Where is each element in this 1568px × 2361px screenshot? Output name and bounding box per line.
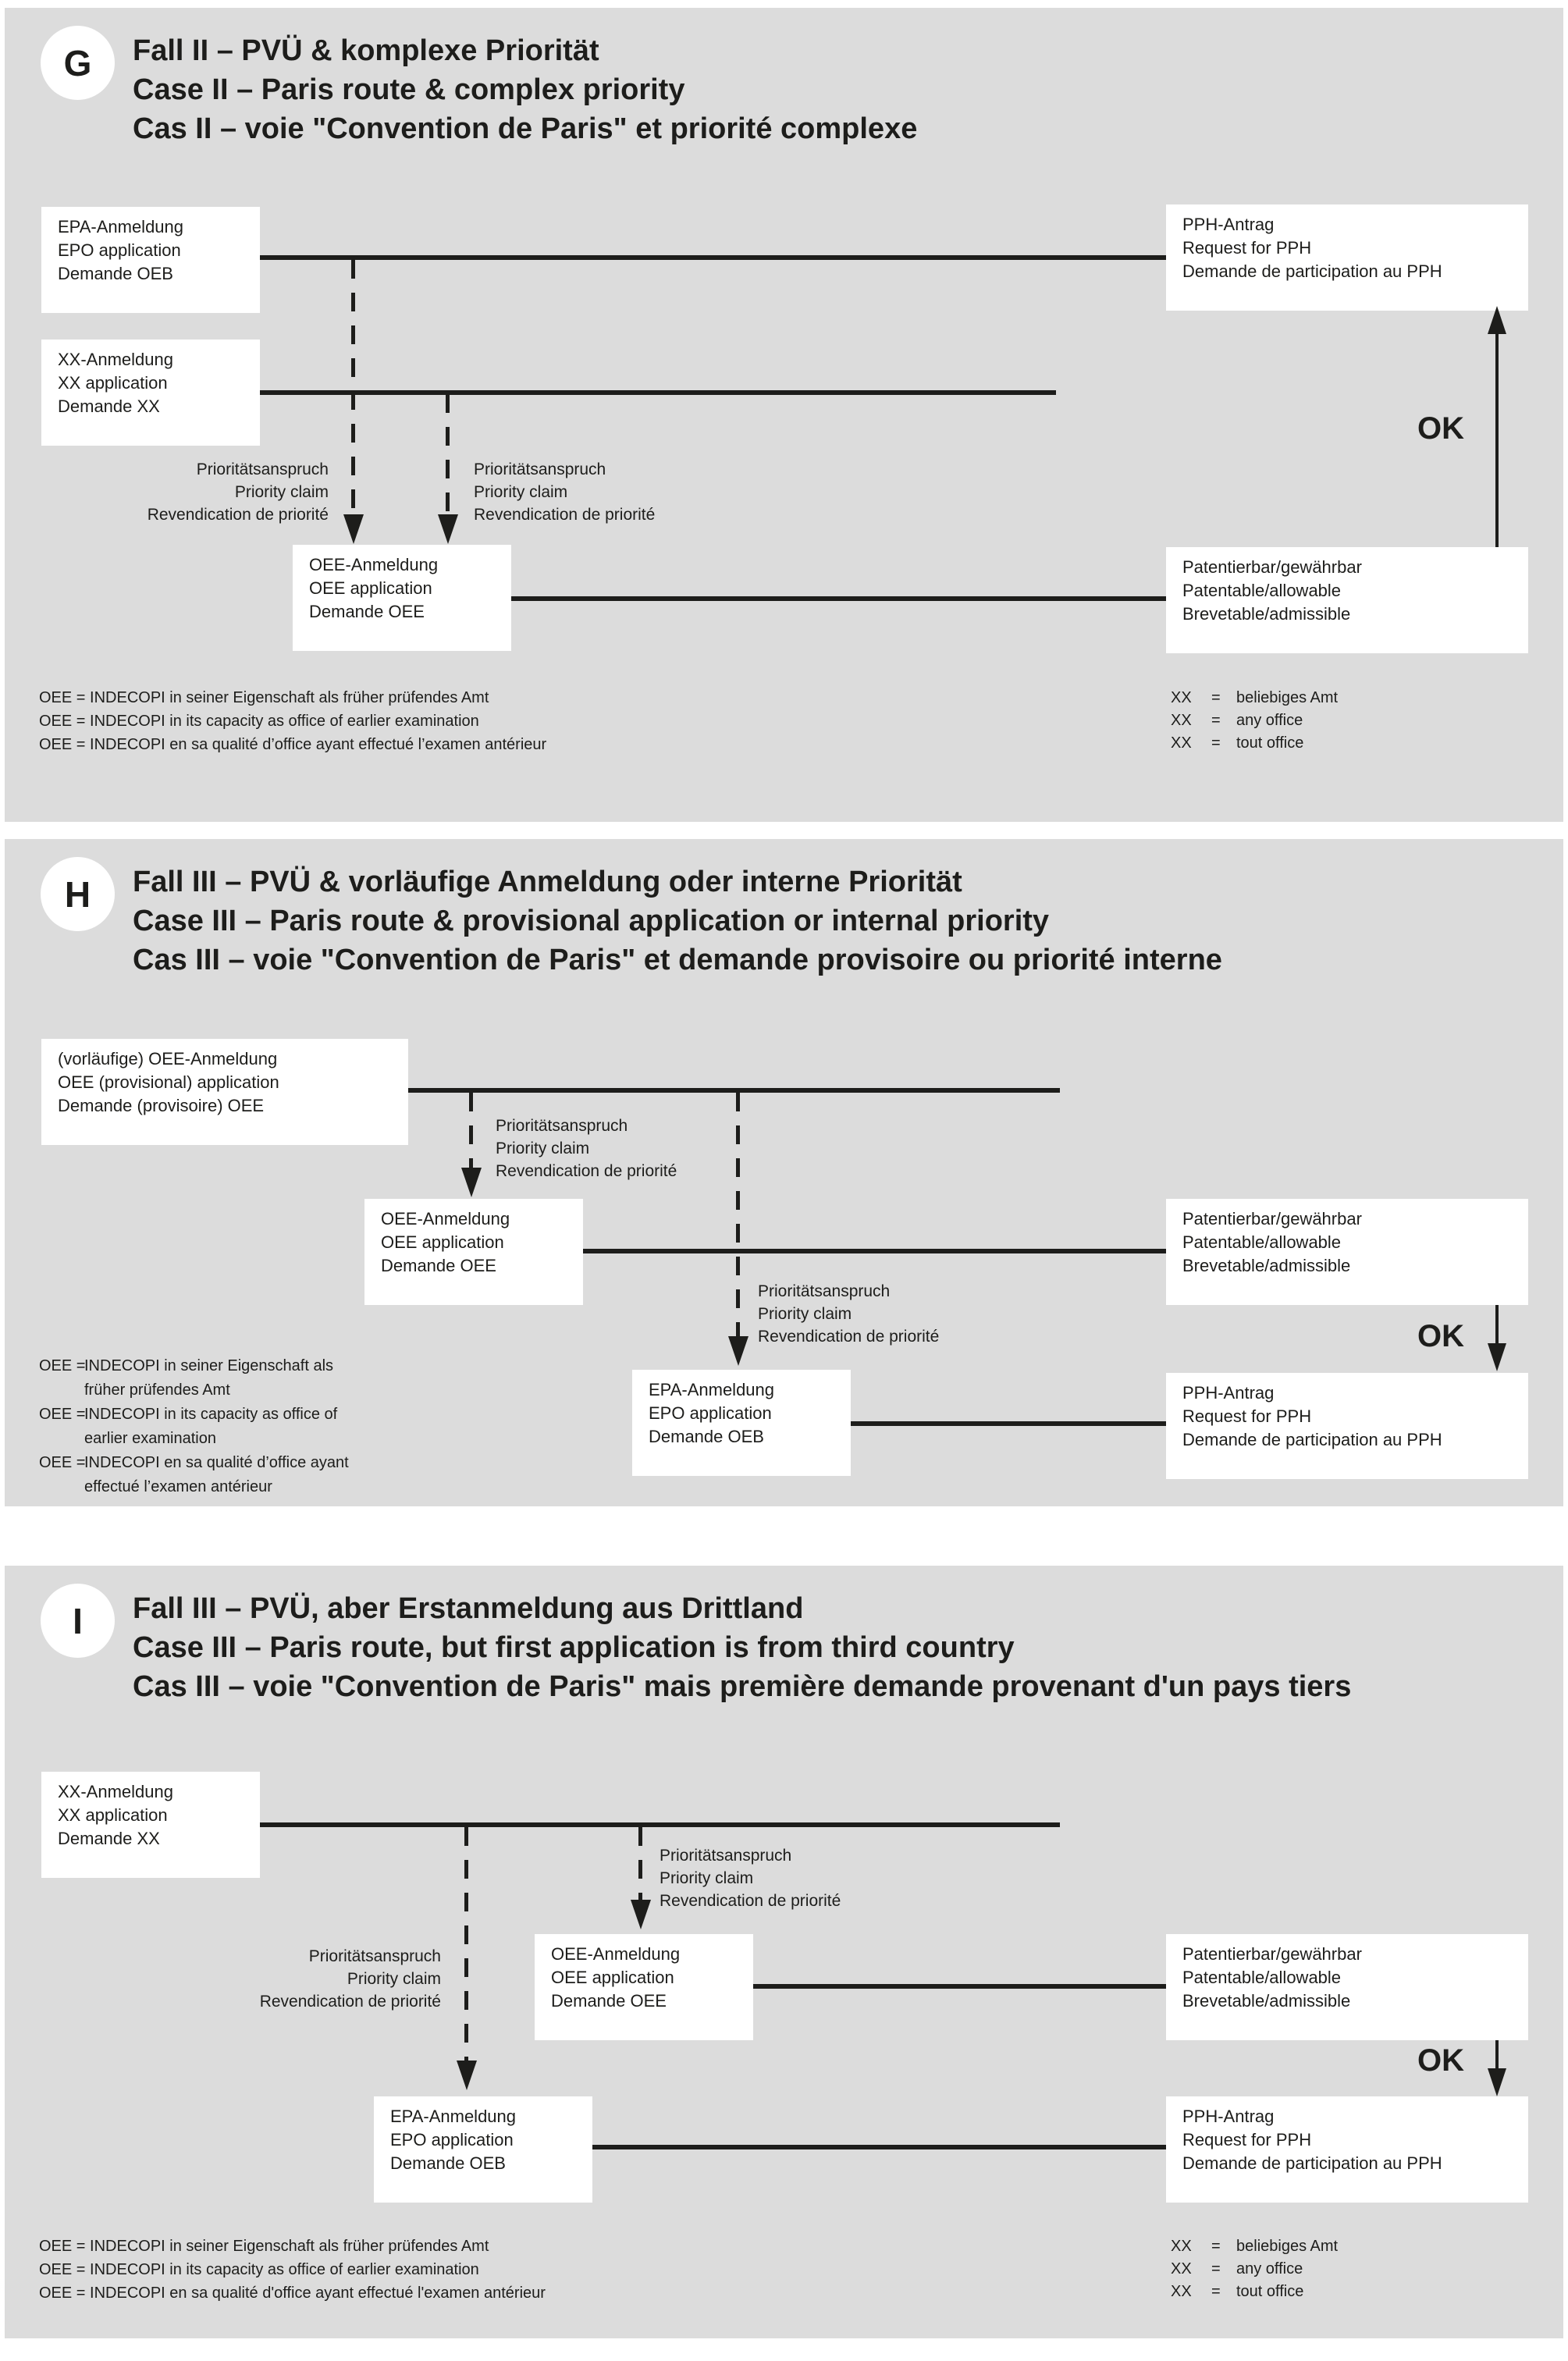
section-g-title-line-2: Case II – Paris route & complex priority (133, 73, 685, 106)
i-ok-arrow-head (1488, 2068, 1506, 2096)
g-footnote-oee-en: OEE = INDECOPI in its capacity as office of earlier examination (39, 713, 479, 730)
g-xx-line-3: Demande XX (58, 396, 160, 416)
i-priority-arrow-left-shaft (464, 1827, 468, 2061)
h-priority-arrow-1-shaft (469, 1093, 473, 1168)
h-pph-line-2: Request for PPH (1182, 1406, 1312, 1426)
g-xx-line-2: XX application (58, 373, 168, 393)
h-ok-label: OK (1417, 1319, 1464, 1353)
section-i-title-line-2: Case III – Paris route, but first application is from third country (133, 1631, 1015, 1664)
h-connector-epa-pph (851, 1421, 1166, 1426)
i-priority-label-right (660, 1844, 841, 1912)
g-footnote-oee-fr: OEE = INDECOPI en sa qualité d’office ayant effectué l’examen antérieur (39, 736, 547, 753)
i-xx-application-box (41, 1772, 260, 1878)
i-footnote-oee-fr: OEE = INDECOPI en sa qualité d'office ayant effectué l'examen antérieur (39, 2285, 546, 2302)
g-pph-request-box (1166, 204, 1528, 311)
priority-claim-de: Prioritätsanspruch (758, 1282, 891, 1300)
i-epa-line-2: EPO application (390, 2130, 514, 2149)
i-pph-line-2: Request for PPH (1182, 2130, 1312, 2149)
g-epa-line-3: Demande OEB (58, 264, 173, 283)
i-patentable-box (1166, 1934, 1528, 2040)
i-xx-line-1: XX-Anmeldung (58, 1782, 173, 1801)
i-pph-line-1: PPH-Antrag (1182, 2107, 1275, 2126)
i-oee-line-2: OEE application (551, 1968, 674, 1987)
h-priority-arrow-2-head (728, 1336, 748, 1366)
priority-claim-de: Prioritätsanspruch (660, 1847, 792, 1865)
i-footnotes-oee (39, 2235, 546, 2305)
priority-claim-fr: Revendication de priorité (147, 506, 329, 524)
h-epa-application-box (632, 1370, 851, 1476)
h-epa-line-2: EPO application (649, 1403, 772, 1423)
priority-claim-fr: Revendication de priorité (259, 1993, 441, 2011)
h-epa-line-1: EPA-Anmeldung (649, 1380, 775, 1399)
i-oee-application-box (535, 1934, 753, 2040)
i-ok-arrow-shaft (1495, 2040, 1499, 2068)
priority-claim-de: Prioritätsanspruch (496, 1117, 628, 1135)
h-connector-oee-patentable (583, 1249, 1166, 1253)
g-priority-arrow-1-head (343, 514, 364, 544)
priority-claim-en: Priority claim (660, 1869, 754, 1887)
g-footnote-xx-fr: XX = tout office (1171, 734, 1304, 752)
i-pph-line-3: Demande de participation au PPH (1182, 2153, 1442, 2173)
g-oee-line-1: OEE-Anmeldung (309, 555, 439, 574)
section-h-title (133, 862, 1222, 980)
g-epa-application-box (41, 207, 260, 313)
i-pat-line-1: Patentierbar/gewährbar (1182, 1944, 1362, 1964)
g-connector-xx (260, 390, 1056, 395)
section-i-badge: I (41, 1584, 115, 1658)
h-priority-label-1 (496, 1115, 677, 1182)
priority-claim-en: Priority claim (234, 483, 329, 501)
priority-claim-fr: Revendication de priorité (660, 1892, 841, 1910)
i-pat-line-3: Brevetable/admissible (1182, 1991, 1351, 2011)
i-xx-line-3: Demande XX (58, 1829, 160, 1848)
h-prov-line-2: OEE (provisional) application (58, 1072, 279, 1092)
priority-claim-en: Priority claim (758, 1305, 852, 1323)
h-footnote-oee-de: OEE = INDECOPI in seiner Eigenschaft als früher prüfendes Amt (39, 1357, 334, 1399)
i-priority-arrow-right-head (631, 1900, 651, 1929)
i-ok-label: OK (1417, 2043, 1464, 2078)
h-priority-arrow-1-head (461, 1168, 482, 1197)
i-footnote-xx-en: XX = any office (1171, 2260, 1303, 2277)
section-h-badge: H (41, 857, 115, 931)
h-provisional-oee-box (41, 1039, 408, 1145)
section-i-panel (5, 1566, 1563, 2338)
i-footnote-xx-de: XX = beliebiges Amt (1171, 2238, 1339, 2255)
g-ok-label: OK (1417, 411, 1464, 446)
g-connector-oee-patentable (511, 596, 1166, 601)
g-xx-line-1: XX-Anmeldung (58, 350, 173, 369)
i-footnote-oee-en: OEE = INDECOPI in its capacity as office of earlier examination (39, 2261, 479, 2278)
h-ok-arrow-shaft (1495, 1305, 1499, 1343)
g-oee-line-2: OEE application (309, 578, 432, 598)
i-footnotes-xx (1171, 2235, 1338, 2303)
i-oee-line-1: OEE-Anmeldung (551, 1944, 681, 1964)
g-priority-arrow-2-shaft (446, 394, 450, 514)
section-g-title-line-1: Fall II – PVÜ & komplexe Priorität (133, 34, 599, 67)
section-g-badge: G (41, 26, 115, 100)
section-h-title-line-3: Cas III – voie "Convention de Paris" et demande provisoire ou priorité interne (133, 944, 1222, 976)
g-pph-line-1: PPH-Antrag (1182, 215, 1275, 234)
priority-claim-en: Priority claim (474, 483, 568, 501)
h-pat-line-2: Patentable/allowable (1182, 1232, 1342, 1252)
priority-claim-en: Priority claim (496, 1140, 590, 1157)
priority-claim-fr: Revendication de priorité (496, 1162, 677, 1180)
g-pph-line-3: Demande de participation au PPH (1182, 261, 1442, 281)
g-pat-line-3: Brevetable/admissible (1182, 604, 1351, 624)
h-priority-arrow-2-shaft (736, 1093, 740, 1336)
g-connector-epa-pph (260, 255, 1166, 260)
h-footnote-oee-fr: OEE = INDECOPI en sa qualité d’office ayant effectué l’examen antérieur (39, 1454, 349, 1495)
h-prov-line-3: Demande (provisoire) OEE (58, 1096, 265, 1115)
i-connector-xx (260, 1822, 1060, 1827)
g-footnote-xx-de: XX = beliebiges Amt (1171, 689, 1339, 706)
g-epa-line-1: EPA-Anmeldung (58, 217, 184, 236)
section-h-panel (5, 839, 1563, 1506)
g-footnotes-xx (1171, 687, 1338, 755)
g-pat-line-2: Patentable/allowable (1182, 581, 1342, 600)
priority-claim-de: Prioritätsanspruch (196, 460, 329, 478)
i-footnote-oee-de: OEE = INDECOPI in seiner Eigenschaft als früher prüfendes Amt (39, 2238, 489, 2255)
g-oee-application-box (293, 545, 511, 651)
h-connector-provisional (408, 1088, 1060, 1093)
g-ok-arrow-shaft (1495, 332, 1499, 547)
i-oee-line-3: Demande OEE (551, 1991, 667, 2011)
g-footnote-oee-de: OEE = INDECOPI in seiner Eigenschaft als früher prüfendes Amt (39, 689, 489, 706)
g-priority-label-left (90, 458, 329, 526)
g-footnote-xx-en: XX = any office (1171, 712, 1303, 729)
g-footnotes-oee (39, 686, 546, 756)
g-ok-arrow-head (1488, 306, 1506, 334)
h-oee-line-3: Demande OEE (381, 1256, 496, 1275)
h-priority-label-2 (758, 1280, 939, 1348)
section-g-title (133, 31, 917, 148)
h-pat-line-1: Patentierbar/gewährbar (1182, 1209, 1362, 1229)
section-h-title-line-2: Case III – Paris route & provisional application or internal priority (133, 905, 1050, 937)
g-patentable-box (1166, 547, 1528, 653)
i-footnote-xx-fr: XX = tout office (1171, 2283, 1304, 2300)
h-prov-line-1: (vorläufige) OEE-Anmeldung (58, 1049, 278, 1068)
g-epa-line-2: EPO application (58, 240, 181, 260)
i-priority-label-left (207, 1945, 441, 2013)
section-g-panel (5, 8, 1563, 822)
h-oee-line-1: OEE-Anmeldung (381, 1209, 510, 1229)
g-priority-label-right (474, 458, 655, 526)
h-oee-line-2: OEE application (381, 1232, 504, 1252)
section-g-title-line-3: Cas II – voie "Convention de Paris" et priorité complexe (133, 112, 918, 145)
i-priority-arrow-right-shaft (638, 1827, 642, 1900)
g-priority-arrow-2-head (438, 514, 458, 544)
g-pat-line-1: Patentierbar/gewährbar (1182, 557, 1362, 577)
section-i-title (133, 1589, 1351, 1706)
i-epa-line-3: Demande OEB (390, 2153, 506, 2173)
h-pph-request-box (1166, 1373, 1528, 1479)
section-h-title-line-1: Fall III – PVÜ & vorläufige Anmeldung oder interne Priorität (133, 866, 962, 898)
h-ok-arrow-head (1488, 1343, 1506, 1371)
i-connector-oee-patentable (753, 1984, 1166, 1989)
h-footnote-oee-en: OEE = INDECOPI in its capacity as office of earlier examination (39, 1406, 338, 1447)
g-priority-arrow-1-shaft (351, 260, 355, 514)
g-oee-line-3: Demande OEE (309, 602, 425, 621)
priority-claim-fr: Revendication de priorité (474, 506, 656, 524)
i-epa-line-1: EPA-Anmeldung (390, 2107, 517, 2126)
h-pph-line-3: Demande de participation au PPH (1182, 1430, 1442, 1449)
priority-claim-de: Prioritätsanspruch (308, 1947, 441, 1965)
h-epa-line-3: Demande OEB (649, 1427, 764, 1446)
i-xx-line-2: XX application (58, 1805, 168, 1825)
g-pph-line-2: Request for PPH (1182, 238, 1312, 258)
h-pat-line-3: Brevetable/admissible (1182, 1256, 1351, 1275)
section-i-title-line-3: Cas III – voie "Convention de Paris" mais première demande provenant d'un pays tiers (133, 1670, 1352, 1703)
i-epa-application-box (374, 2096, 592, 2203)
i-connector-epa-pph (592, 2145, 1166, 2149)
i-priority-arrow-left-head (457, 2061, 477, 2090)
i-pat-line-2: Patentable/allowable (1182, 1968, 1342, 1987)
priority-claim-fr: Revendication de priorité (758, 1328, 940, 1346)
i-pph-request-box (1166, 2096, 1528, 2203)
h-patentable-box (1166, 1199, 1528, 1305)
priority-claim-en: Priority claim (347, 1970, 441, 1988)
g-xx-application-box (41, 340, 260, 446)
h-pph-line-1: PPH-Antrag (1182, 1383, 1275, 1403)
section-i-title-line-1: Fall III – PVÜ, aber Erstanmeldung aus Drittland (133, 1592, 804, 1625)
priority-claim-de: Prioritätsanspruch (474, 460, 606, 478)
h-oee-application-box (364, 1199, 583, 1305)
